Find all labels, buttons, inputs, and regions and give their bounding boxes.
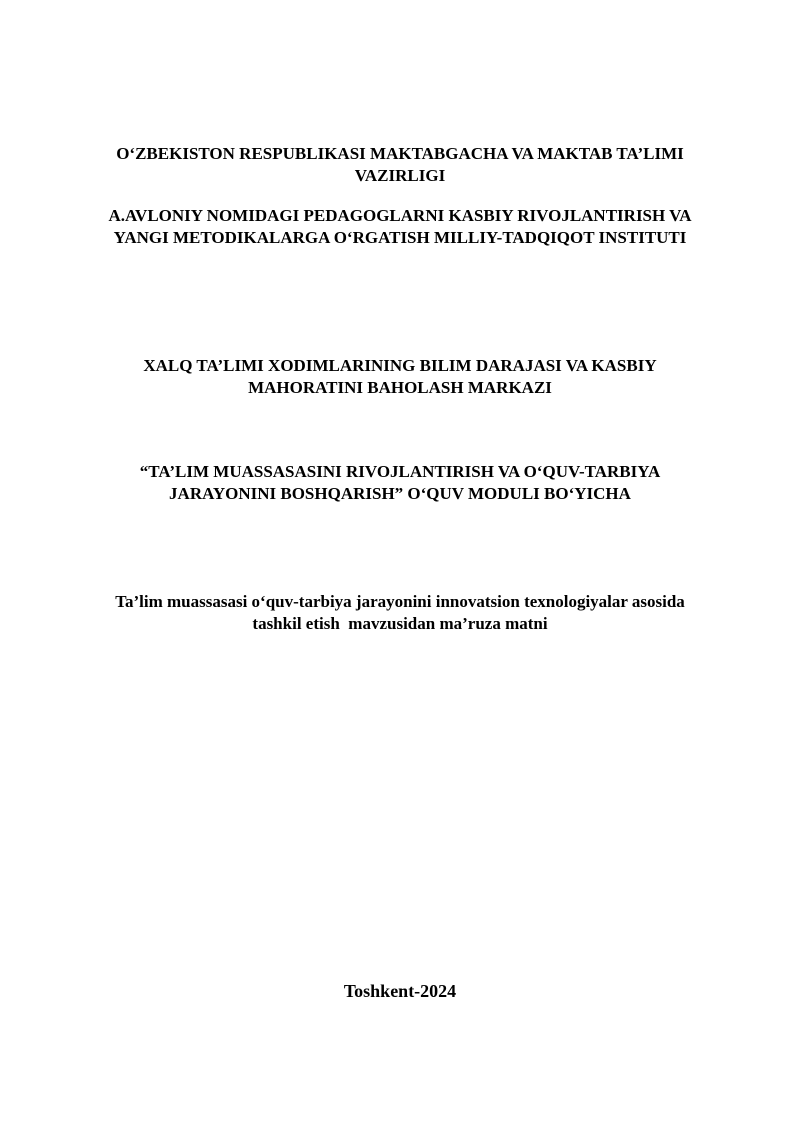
institute-heading — [60, 205, 740, 249]
lecture-title — [60, 591, 740, 635]
module-title — [60, 461, 740, 505]
ministry-heading-line-2: VAZIRLIGI — [354, 166, 446, 185]
lecture-title-line-1: Ta’lim muassasasi o‘quv-tarbiya jarayonini innovatsion texnologiyalar asosida — [115, 592, 685, 611]
module-title-line-2: JARAYONINI BOSHQARISH” O‘QUV MODULI BO‘YICHA — [169, 484, 631, 503]
ministry-heading-line-1: O‘ZBEKISTON RESPUBLIKASI MAKTABGACHA VA MAKTAB TA’LIMI — [116, 144, 684, 163]
assessment-center-heading-line-2: MAHORATINI BAHOLASH MARKAZI — [248, 378, 552, 397]
module-title-line-1: “TA’LIM MUASSASASINI RIVOJLANTIRISH VA O‘QUV-TARBIYA — [139, 462, 661, 481]
assessment-center-heading — [60, 355, 740, 399]
institute-heading-line-2: YANGI METODIKALARGA O‘RGATISH MILLIY-TADQIQOT INSTITUTI — [113, 228, 687, 247]
ministry-heading — [60, 143, 740, 187]
assessment-center-heading-line-1: XALQ TA’LIMI XODIMLARINING BILIM DARAJASI VA KASBIY — [143, 356, 657, 375]
place-and-year: Toshkent-2024 — [343, 981, 457, 1001]
lecture-title-line-2: tashkil etish mavzusidan ma’ruza matni — [252, 614, 548, 633]
institute-heading-line-1: A.AVLONIY NOMIDAGI PEDAGOGLARNI KASBIY RIVOJLANTIRISH VA — [108, 206, 692, 225]
